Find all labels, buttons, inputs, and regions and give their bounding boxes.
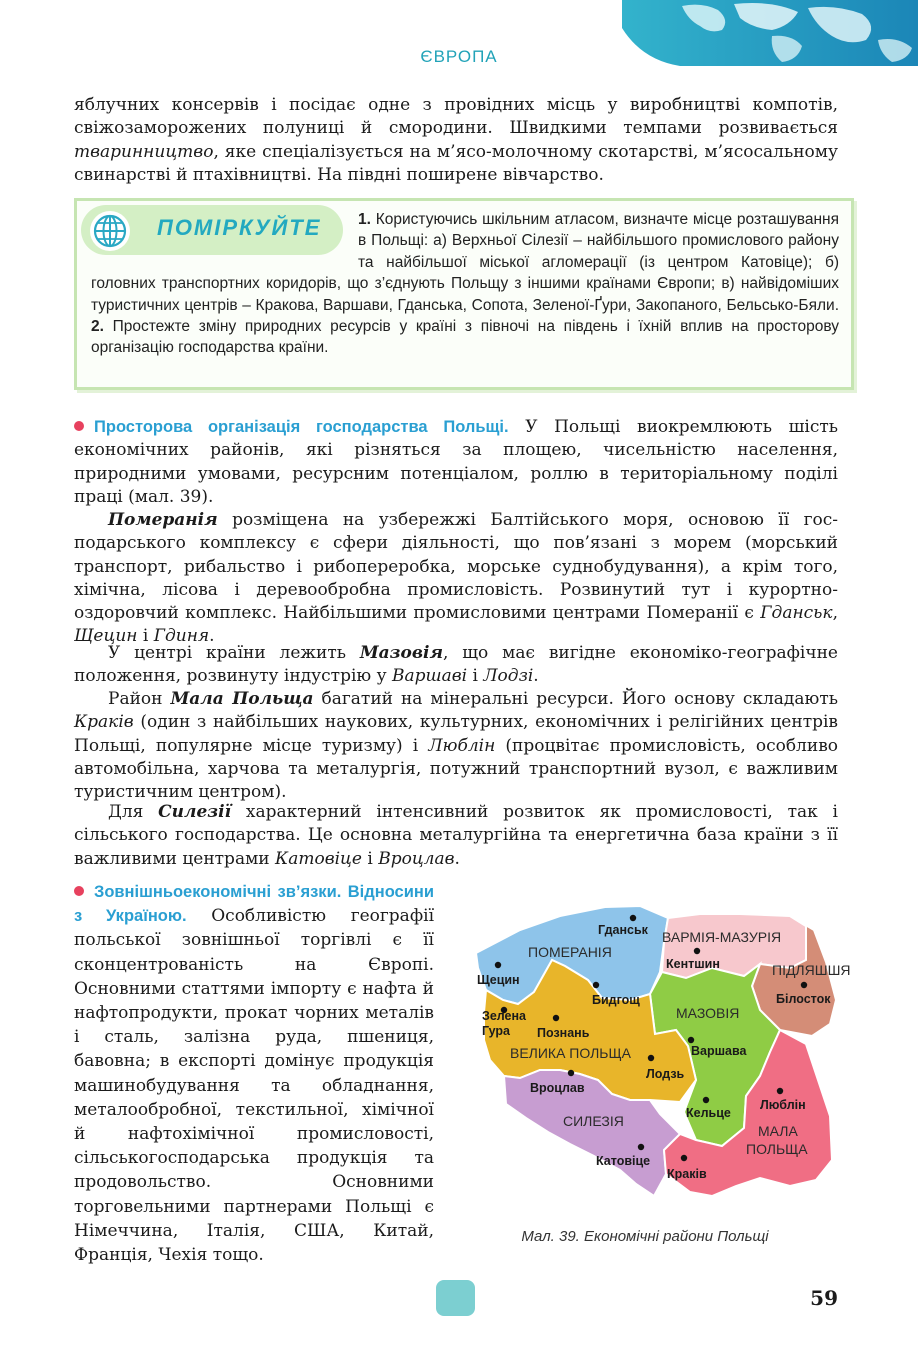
- city-label-kielce: Кельце: [686, 1106, 731, 1120]
- city-label-poznan: Познань: [537, 1026, 590, 1040]
- city-label-szczecin: Щецин: [477, 973, 520, 987]
- map-caption: Мал. 39. Економічні райони Польщі: [521, 1228, 769, 1245]
- city-label-krakow: Краків: [667, 1167, 707, 1181]
- city-label-wroclaw: Вроцлав: [530, 1081, 585, 1095]
- city-label-zielona-2: Гура: [482, 1024, 510, 1038]
- silesia-paragraph: Для Силезії характерний інтенсивний розвиток як промисловості, так і сільського господарства. Це основна металургійна та енергетична база країни з її важливими центрами Катовіце і Вроцлав.: [74, 802, 838, 869]
- section1-heading: Просторова організація господарства Польщі.: [94, 418, 509, 436]
- city-dot-kielce: [703, 1097, 709, 1103]
- city-dot-szczecin: [495, 962, 501, 968]
- region-label-greater-poland: ВЕЛИКА ПОЛЬЩА: [510, 1045, 631, 1061]
- region-label-pomerania: ПОМЕРАНІЯ: [528, 944, 612, 960]
- bullet-icon: [74, 421, 84, 431]
- city-label-warsaw: Варшава: [691, 1044, 747, 1058]
- city-label-lublin: Люблін: [760, 1098, 806, 1112]
- think-box: [74, 198, 854, 390]
- bullet-icon: [74, 886, 84, 896]
- think-label: ПОМІРКУЙТЕ: [157, 215, 322, 240]
- city-dot-warsaw: [688, 1037, 694, 1043]
- intro-paragraph: яблучних консервів і посідає одне з провідних місць у виробництві компотів, свіжозаморожених полуниці й смородини. Швидкими темпами розвивається тваринництво, яке спеціалізується на м’ясо-молочному скотарстві, м’ясосальному свинарстві й птахівництві. На півдні поширене вівчарство.: [74, 95, 838, 185]
- city-dot-gdansk: [630, 915, 636, 921]
- city-label-bydgoszcz: Бидгощ: [592, 993, 640, 1007]
- page-number: 59: [810, 1286, 838, 1310]
- lesser-poland-paragraph: Район Мала Польща багатий на мінеральні ресурси. Його основу складають Краків (один з найбільших наукових, культурних, економічних і релігійних центрів Польщі, популярне місце туризму) і Люблін (процвітає промисловість, особливо автомобільна, харчова та металургія, потужний транспортний вузол, є важливим туристичним центром).: [74, 689, 838, 803]
- city-label-gdansk: Гданськ: [598, 923, 648, 937]
- section2-heading: Зовнішньоекономічні зв’язки. Відносини з Україною.: [74, 883, 434, 926]
- city-dot-lodz: [648, 1055, 654, 1061]
- city-dot-olsztyn: [694, 948, 700, 954]
- city-label-olsztyn: Кентшин: [666, 957, 720, 971]
- section2-paragraph: Зовнішньоекономічні зв’язки. Відносини з Україною. Особливістю географії польської зовнішньої торгівлі є її сконцентрованість на Європі. Основними статтями імпорту є нафта й нафтопродукти, прокат чорних металів і сталь, залізна руда, пшениця, бавовна; в експорті домінує продукція машинобудування та обладнання, металообробної, текстильної, хімічної й нафтохімічної промисловості, сільськогосподарська продукція та продовольство. Основними торговельними партнерами Польщі є Німеччина, Італія, США, Китай, Франція, Чехія тощо.: [74, 883, 434, 1266]
- region-label-lesser-poland-1: МАЛА: [758, 1123, 798, 1139]
- city-dot-bialystok: [801, 982, 807, 988]
- city-dot-poznan: [553, 1015, 559, 1021]
- city-dot-wroclaw: [568, 1070, 574, 1076]
- region-label-lesser-poland-2: ПОЛЬЩА: [746, 1141, 808, 1157]
- city-label-bialystok: Білосток: [776, 992, 831, 1006]
- city-label-zielona-1: Зелена: [482, 1009, 527, 1023]
- city-label-lodz: Лодзь: [646, 1067, 685, 1081]
- region-label-silesia: СИЛЕЗІЯ: [563, 1113, 624, 1129]
- region-label-warmia: ВАРМІЯ-МАЗУРІЯ: [662, 929, 782, 945]
- page-tab-marker: [436, 1280, 475, 1316]
- region-label-podlaskie: ПІДЛЯШШЯ: [772, 962, 851, 978]
- poland-regions-map: [460, 904, 851, 1220]
- city-dot-lublin: [777, 1088, 783, 1094]
- city-dot-bydgoszcz: [593, 982, 599, 988]
- pomerania-paragraph: Померанія розміщена на узбережжі Балтійського моря, основою її господарського комплексу є сфери діяльності, що пов’язані з морем (морський транспорт, рибальство і рибопереробка, морське суднобудування), а крім того, хімічна, лісова і деревообробна промисловість. Розвинутий тут і курортно-оздоровчий комплекс. Найбільшими промисловими центрами Померанії є Гданськ, Щецин і Гдиня.: [74, 510, 838, 647]
- region-label-mazovia: МАЗОВІЯ: [676, 1005, 740, 1021]
- city-dot-krakow: [681, 1155, 687, 1161]
- section1-paragraph: Просторова організація господарства Польщі. У Польщі виокремлюють шість економічних районів, які різняться за площею, чисельністю населення, природними умовами, ресурсним потенціалом, роллю в територіальному поділі праці (мал. 39).: [74, 417, 838, 507]
- city-dot-katowice: [638, 1144, 644, 1150]
- section-title: ЄВРОПА: [420, 47, 498, 66]
- mazovia-paragraph: У центрі країни лежить Мазовія, що має вигідне економіко-географічне положення, розвинуту індустрію у Варшаві і Лодзі.: [74, 643, 838, 687]
- think-task-text: 1. Користуючись шкільним атласом, визначте місце розташування в Польщі: а) Верхньої Сілезії – найбільшого промислового району та найбільшої міської агломерації (із центром Катовіце); б) головних транспортних коридорів, що з’єднують Польщу з іншими країнами Європи; в) найвідоміших туристичних центрів – Кракова, Варшави, Гданська, Сопота, Зеленої-Ґури, Закопаного, Бельсько-Бяли. 2. Простежте зміну природних ресурсів у країні з півночі на південь і їхній вплив на просторову організацію господарства країни.: [91, 211, 839, 357]
- city-label-katowice: Катовіце: [596, 1154, 651, 1168]
